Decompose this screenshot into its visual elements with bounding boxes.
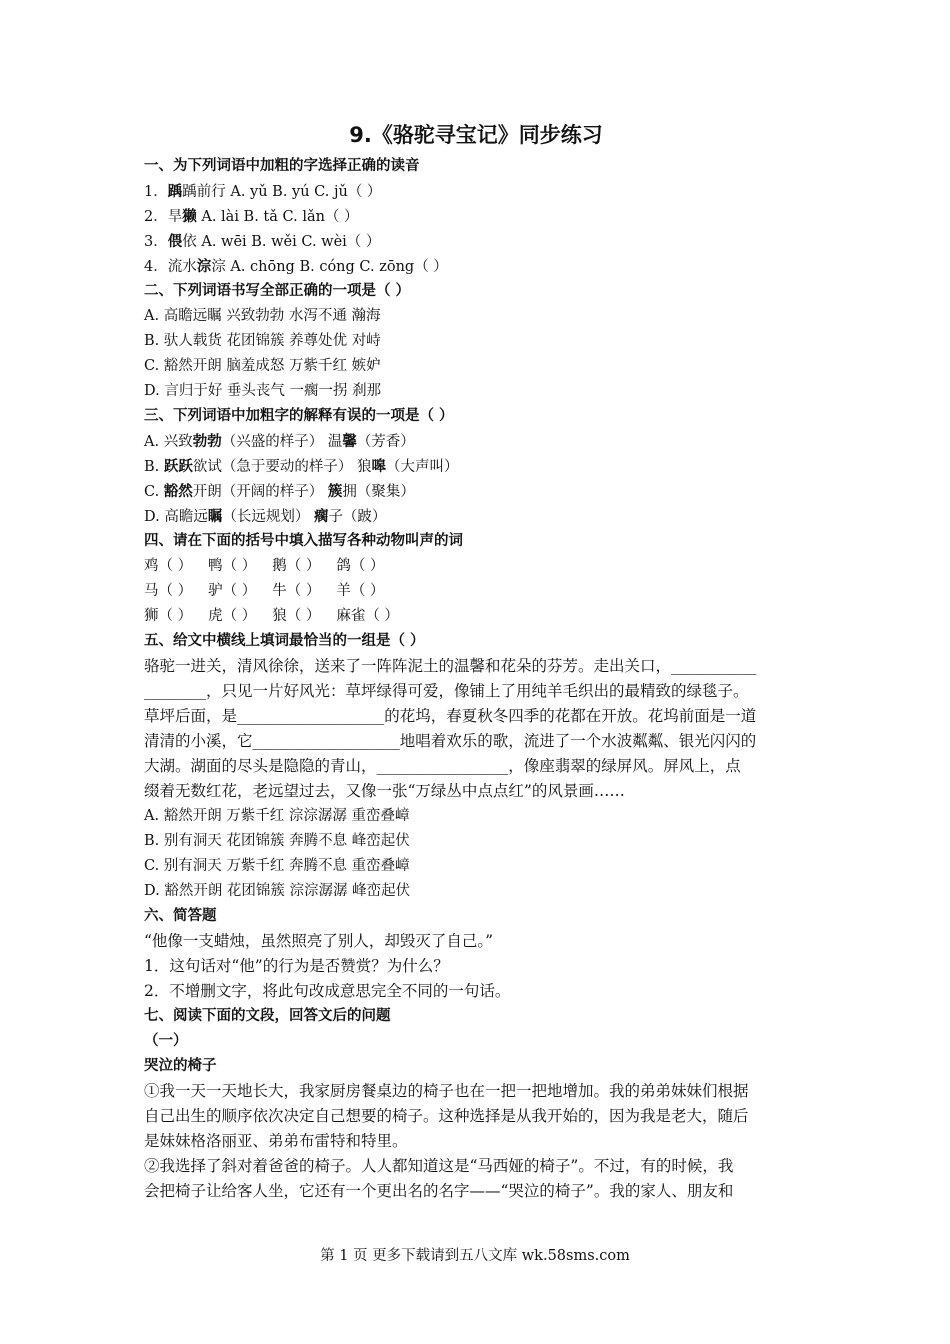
option-text: （长远规划） [222,509,314,525]
option-text: 欲试（急于要动的样子） 狼 [192,459,372,475]
question-text: 淙 A. chōng B. cóng C. zōng（ ） [211,259,448,275]
bold-char: 獭 [182,208,197,225]
document-content [144,118,808,1204]
section-3-heading: 三、下列词语中加粗字的解释有误的一项是（ ） [144,408,454,424]
bold-word: 瘸 [313,508,329,525]
bold-char: 踽 [167,183,183,200]
passage-line: ________，只见一片好风光：草坪绿得可爱，像铺上了用纯羊毛织出的最精致的绿毯子。 [144,682,749,700]
question-6-1: 1．这句话对“他”的行为是否赞赏？为什么？ [144,957,449,975]
question-text: A. lài B. tǎ C. lǎn（ ） [196,209,359,225]
bold-word: 豁然 [163,483,193,500]
option-text: 拥（聚集） [342,484,415,500]
question-1-1 [144,179,808,204]
animal-item: 羊（ ） [336,583,385,599]
option-5-c: C. 别有洞天 万紫千红 奔腾不息 重峦叠嶂 [144,858,410,874]
animal-item: 麻雀（ ） [336,608,399,624]
story-title: 哭泣的椅子 [144,1058,217,1074]
section-5-heading: 五、给文中横线上填词最恰当的一组是（ ） [144,633,425,649]
question-prefix: 旱 [167,209,183,225]
animal-row-1 [144,554,808,579]
option-2-b: B. 驮人载货 花团锦簇 养尊处优 对峙 [144,333,381,349]
question-1-3 [144,229,808,254]
option-3-c [144,479,808,504]
section-7-heading: 七、阅读下面的文段，回答文后的问题 [144,1008,391,1024]
option-text: （兴盛的样子） 温 [221,434,343,450]
animal-item: 鸭（ ） [208,558,257,574]
passage-line: 清清的小溪，它___________________地唱着欢乐的歌，流进了一个水波粼粼、银光闪闪的 [144,732,757,750]
option-3-d [144,504,808,529]
passage-line: 缀着无数红花，老远望过去，又像一张“万绿丛中点点红”的风景画…… [144,782,625,800]
animal-item: 狮（ ） [144,608,193,624]
bold-word: 勃勃 [192,433,222,450]
story-line: ①我一天一天地长大，我家厨房餐桌边的椅子也在一把一把地增加。我的弟弟妹妹们根据 [144,1082,749,1100]
option-text: 子（跛） [328,509,387,525]
bold-char: 淙 [196,258,212,275]
option-3-b [144,454,808,479]
question-text: 踽前行 A. yǔ B. yú C. jǔ（ ） [182,184,382,200]
option-2-a: A. 高瞻远瞩 兴致勃勃 水泻不通 瀚海 [144,308,381,324]
quote-text: “他像一支蜡烛，虽然照亮了别人，却毁灭了自己。” [144,932,494,950]
animal-row-3 [144,604,808,629]
page-title: 9.《骆驼寻宝记》同步练习 [349,123,603,147]
question-1-2 [144,204,808,229]
bold-word: 跃跃 [163,458,193,475]
option-text: （芳香） [356,434,415,450]
animal-item: 狼（ ） [272,608,321,624]
animal-item: 牛（ ） [272,583,321,599]
story-line: 会把椅子让给客人坐，它还有一个更出名的名字——“哭泣的椅子”。我的家人、朋友和 [144,1182,734,1200]
page-footer: 第 1 页 更多下载请到五八文库 wk.58sms.com [320,1248,630,1264]
bold-word: 簇 [327,483,343,500]
animal-item: 驴（ ） [208,583,257,599]
option-text: B. [144,459,164,475]
question-text: 依 A. wēi B. wěi C. wèi（ ） [182,234,381,250]
question-number: 3． [144,234,168,250]
animal-item: 马（ ） [144,583,193,599]
section-1-heading: 一、为下列词语中加粗的字选择正确的读音 [144,158,420,174]
question-number: 4． [144,259,168,275]
passage-line: 草坪后面，是___________________的花坞，春夏秋冬四季的花都在开放。花坞前面是一道 [144,707,757,725]
option-5-a: A. 豁然开朗 万紫千红 淙淙潺潺 重峦叠嶂 [144,808,410,824]
option-text: 开朗（开阔的样子） [192,484,328,500]
option-3-a [144,429,808,454]
story-line: 是妹妹格洛丽亚、弟弟布雷特和特里。 [144,1132,408,1150]
question-number: 2． [144,209,168,225]
animal-item: 鸽（ ） [336,558,385,574]
question-1-4 [144,254,808,279]
animal-item: 鸡（ ） [144,558,193,574]
option-5-b: B. 别有洞天 花团锦簇 奔腾不息 峰峦起伏 [144,833,410,849]
option-text: C. [144,484,164,500]
story-line: ②我选择了斜对着爸爸的椅子。人人都知道这是“马西娅的椅子”。不过，有的时候，我 [144,1157,734,1175]
animal-row-2 [144,579,808,604]
animal-item: 虎（ ） [208,608,257,624]
question-6-2: 2．不增删文字，将此句改成意思完全不同的一句话。 [144,982,511,1000]
option-text: D. 高瞻远 [144,509,208,525]
story-line: 自己出生的顺序依次决定自己想要的椅子。这种选择是从我开始的，因为我是老大，随后 [144,1107,749,1125]
passage-line: 骆驼一进关，清风徐徐，送来了一阵阵泥土的温馨和花朵的芬芳。走出关口，___________ [144,657,757,675]
section-6-heading: 六、简答题 [144,908,217,924]
option-text: A. 兴致 [144,434,193,450]
question-prefix: 流水 [167,259,197,275]
bold-word: 嗥 [371,458,386,475]
section-2-heading: 二、下列词语书写全部正确的一项是（ ） [144,283,411,299]
option-2-c: C. 豁然开朗 脑羞成怒 万紫千红 嫉妒 [144,358,381,374]
option-5-d: D. 豁然开朗 花团锦簇 淙淙潺潺 峰峦起伏 [144,883,411,899]
bold-word: 馨 [342,433,357,450]
section-4-heading: 四、请在下面的括号中填入描写各种动物叫声的词 [144,533,463,549]
option-2-d: D. 言归于好 垂头丧气 一瘸一拐 刹那 [144,383,382,399]
animal-item: 鹅（ ） [272,558,321,574]
question-number: 1． [144,184,168,200]
bold-char: 偎 [167,233,183,250]
passage-line: 大湖。湖面的尽头是隐隐的青山，_________________，像座翡翠的绿屏风。屏风上，点 [144,757,741,775]
subsection-label: （一） [144,1033,188,1049]
bold-word: 瞩 [207,508,223,525]
option-text: （大声叫） [385,459,459,475]
